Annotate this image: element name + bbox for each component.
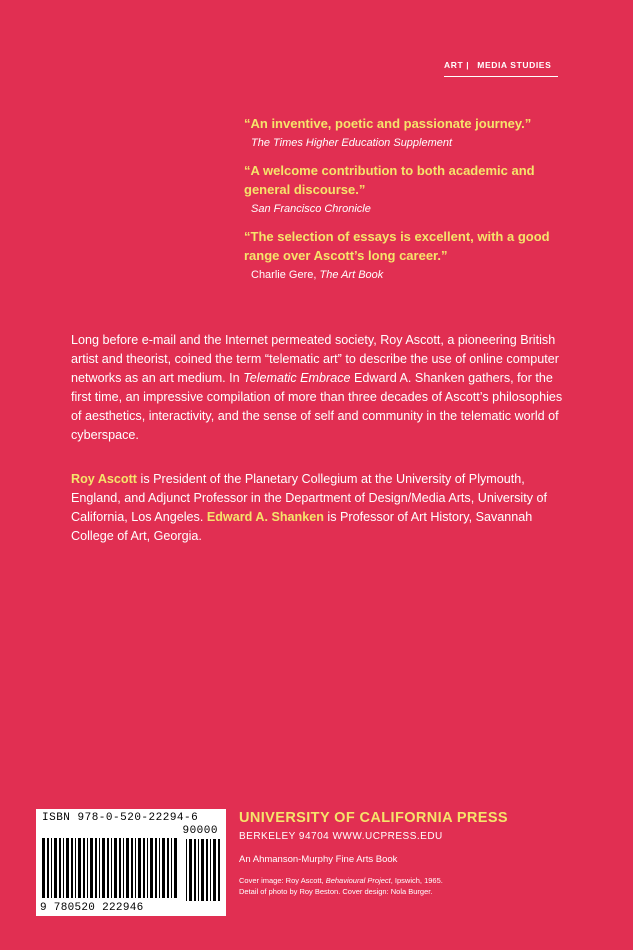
review-quote: “The selection of essays is excellent, with a good range over Ascott’s long career.” <box>244 229 550 263</box>
barcode-bar <box>63 838 64 898</box>
author-bio <box>71 470 571 546</box>
barcode-bar <box>218 839 220 901</box>
barcode-bar <box>51 838 52 898</box>
barcode-bar <box>138 838 141 898</box>
barcode-bar <box>159 838 160 898</box>
review-blurb <box>244 114 564 151</box>
review-source-title: San Francisco Chronicle <box>251 203 371 215</box>
review-source <box>244 135 564 151</box>
subject-media-studies: MEDIA STUDIES <box>477 60 552 70</box>
barcode-bar <box>201 839 204 901</box>
barcode-bar <box>111 838 112 898</box>
description-text: Edward A. Shanken gathers, for the first time, an impressive compilation of more than three decades of Ascott’s philosophies of aesthetics, interactivity, and the sense of self and community in the telematic world of cyberspace. <box>71 371 563 442</box>
subject-rule <box>444 76 558 77</box>
barcode-bar <box>90 838 93 898</box>
barcode-bar <box>189 839 192 901</box>
barcode-bar <box>206 839 208 901</box>
bio-text: is Professor of Art History, Savannah College of Art, Georgia. <box>71 510 533 543</box>
barcode-bar <box>102 838 105 898</box>
barcode-bars <box>42 838 180 898</box>
price-code: 90000 <box>182 825 218 837</box>
barcode-bar <box>143 838 145 898</box>
barcode-bar <box>87 838 88 898</box>
review-quote: “A welcome contribution to both academic and general discourse.” <box>244 163 535 197</box>
barcode-bar <box>174 838 177 898</box>
review-quote: “An inventive, poetic and passionate journey.” <box>244 116 532 131</box>
barcode-bar <box>114 838 117 898</box>
barcode-bar <box>42 838 45 898</box>
review-source <box>244 201 564 217</box>
barcode-bar <box>131 838 133 898</box>
isbn-barcode <box>36 809 226 916</box>
barcode-bar <box>54 838 57 898</box>
review-source-title: The Art Book <box>319 269 384 281</box>
artwork-title: Behavioural Project <box>325 876 391 885</box>
barcode-bar <box>107 838 109 898</box>
cover-credits <box>239 875 508 897</box>
barcode-bar <box>71 838 73 898</box>
barcode-bar <box>213 839 216 901</box>
barcode-bar <box>47 838 49 898</box>
barcode-bar <box>186 839 187 901</box>
review-source <box>244 267 564 283</box>
credits-text: Detail of photo by Roy Beston. Cover design: Nola Burger. <box>239 887 433 896</box>
barcode-bar <box>194 839 196 901</box>
subject-separator: | <box>466 60 470 70</box>
publisher-name: UNIVERSITY OF CALIFORNIA PRESS <box>239 810 508 826</box>
barcode-bar <box>75 838 76 898</box>
barcode-bar <box>210 839 211 901</box>
barcode-bar <box>171 838 172 898</box>
credits-text: , Ipswich, 1965. <box>390 876 443 885</box>
barcode-bar <box>99 838 100 898</box>
subject-art: ART <box>444 60 464 70</box>
barcode-bar <box>59 838 61 898</box>
series-name: An Ahmanson-Murphy Fine Arts Book <box>239 854 398 865</box>
book-description <box>71 331 571 445</box>
review-blurb <box>244 227 564 283</box>
review-blurbs <box>244 114 564 293</box>
barcode-bar <box>150 838 153 898</box>
isbn-label: ISBN 978-0-520-22294-6 <box>42 812 199 824</box>
book-title: Telematic Embrace <box>243 371 351 385</box>
barcode-bar <box>78 838 81 898</box>
barcode-bar <box>95 838 97 898</box>
barcode-addon-bars <box>186 839 220 901</box>
barcode-bar <box>66 838 69 898</box>
barcode-bar <box>123 838 124 898</box>
author-name: Roy Ascott <box>71 472 138 486</box>
publisher-block <box>239 810 508 897</box>
barcode-bar <box>198 839 199 901</box>
barcode-bar <box>155 838 157 898</box>
subject-category <box>444 60 558 70</box>
bio-text: is President of the Planetary Collegium at the University of Plymouth, England, and Adjunct Professor in the Department of Design/Media Arts, University of California, Los Angeles. <box>71 472 548 524</box>
ean-digits: 9 780520 222946 <box>40 902 144 914</box>
review-blurb <box>244 161 564 217</box>
barcode-bar <box>147 838 148 898</box>
credits-text: Cover image: Roy Ascott, <box>239 876 326 885</box>
review-source-title: The Times Higher Education Supplement <box>251 137 453 149</box>
editor-name: Edward A. Shanken <box>206 510 324 524</box>
barcode-bar <box>167 838 169 898</box>
barcode-bar <box>126 838 129 898</box>
barcode-bar <box>135 838 136 898</box>
barcode-bar <box>83 838 85 898</box>
publisher-address: BERKELEY 94704 WWW.UCPRESS.EDU <box>239 831 443 842</box>
description-text: Long before e-mail and the Internet permeated society, Roy Ascott, a pioneering British artist and theorist, coined the term “telematic art” to describe the use of online computer networks as an art medium. In <box>71 333 559 385</box>
barcode-bar <box>162 838 165 898</box>
review-source-author: Charlie Gere, <box>251 269 320 281</box>
barcode-bar <box>119 838 121 898</box>
